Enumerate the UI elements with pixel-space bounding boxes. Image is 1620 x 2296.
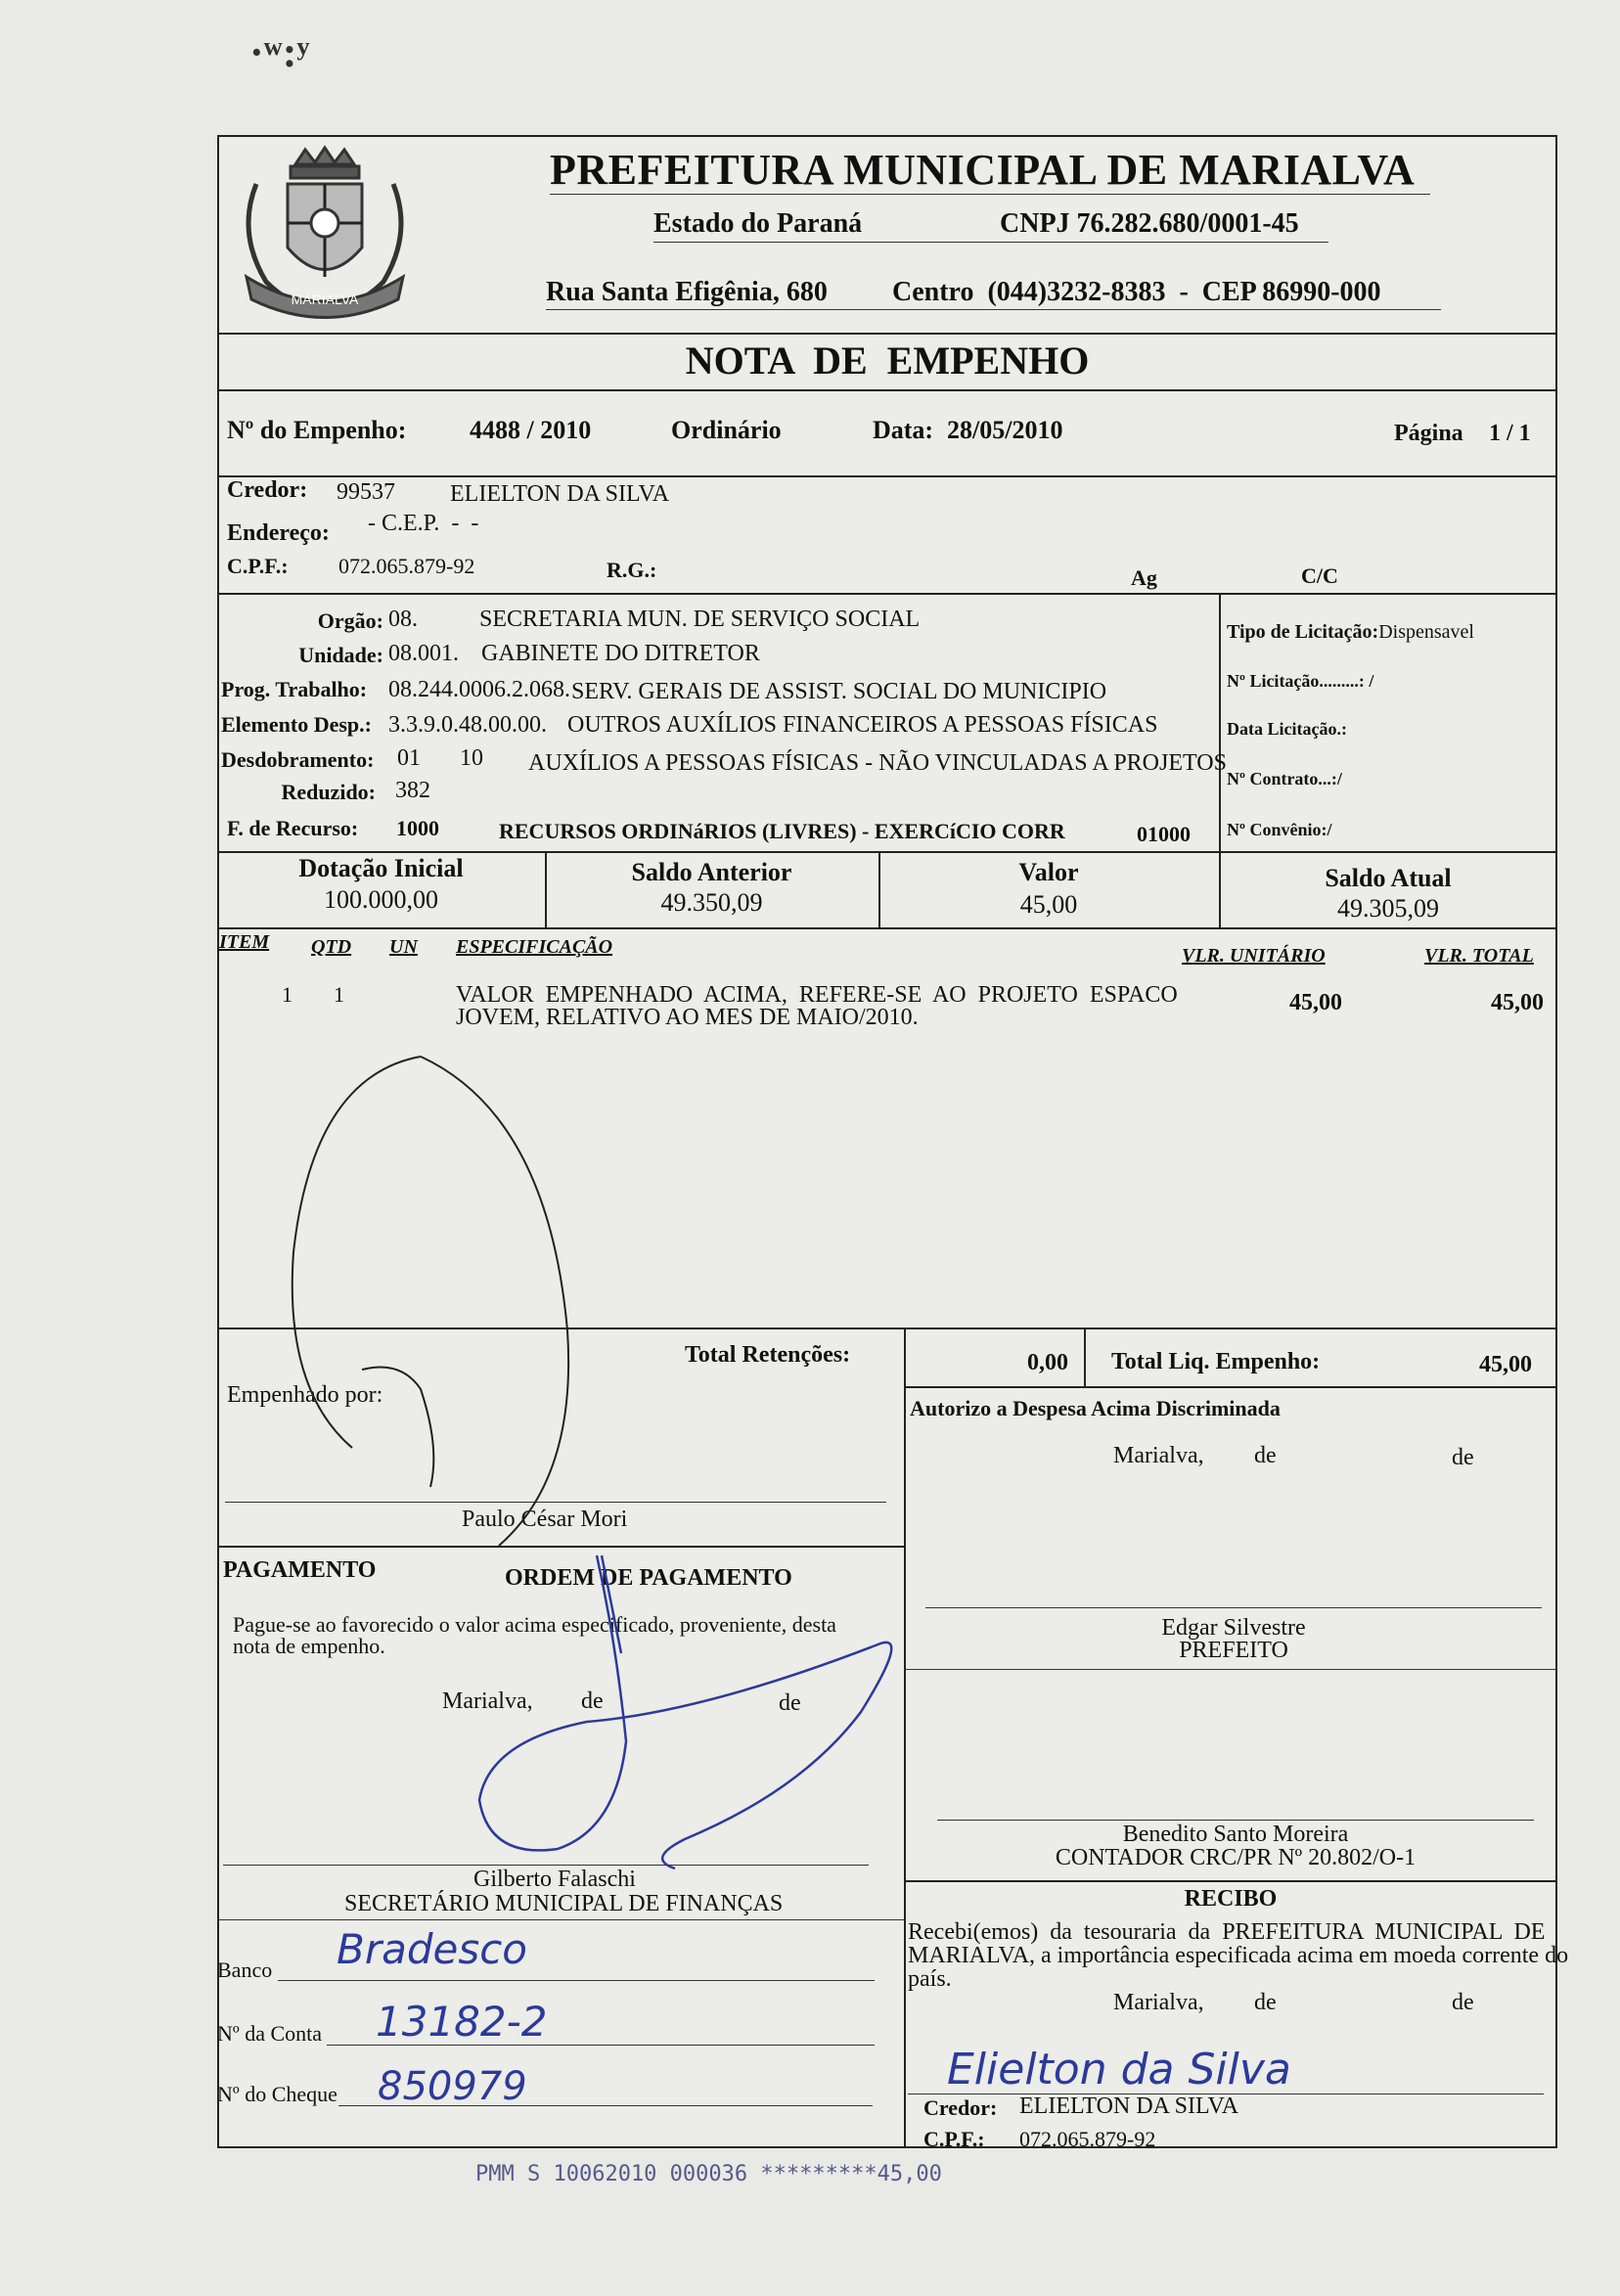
item-unit-value: 45,00 xyxy=(1289,990,1342,1015)
autorizo-city: Marialva, xyxy=(1113,1443,1204,1468)
cheque-value[interactable]: 850979 xyxy=(378,2064,527,2109)
credor-name: ELIELTON DA SILVA xyxy=(450,481,670,507)
col-unit-value: VLR. UNITÁRIO xyxy=(1182,945,1326,967)
cheque-label: Nº do Cheque xyxy=(217,2082,338,2106)
payment-signature-icon xyxy=(450,1546,910,1898)
prefeito-role: PREFEITO xyxy=(1179,1638,1288,1663)
crest-banner-text: MARIALVA xyxy=(291,292,359,307)
item-qty: 1 xyxy=(334,982,344,1007)
empenho-date: 28/05/2010 xyxy=(947,416,1063,444)
reduzido-code: 382 xyxy=(395,778,430,803)
processing-stamp: PMM S 10062010 000036 *********45,00 xyxy=(475,2162,942,2186)
empenho-type: Ordinário xyxy=(671,416,782,444)
recibo-city: Marialva, xyxy=(1113,1990,1204,2015)
col-spec: ESPECIFICAÇÃO xyxy=(456,936,613,958)
recibo-de1: de xyxy=(1254,1990,1277,2015)
licitacao-tipo-value: Dispensavel xyxy=(1378,621,1474,643)
item-spec-line2: JOVEM, RELATIVO AO MES DE MAIO/2010. xyxy=(456,1005,919,1030)
contador-name: Benedito Santo Moreira xyxy=(1122,1822,1349,1847)
prog-code: 08.244.0006.2.068. xyxy=(388,677,570,702)
valor-value: 45,00 xyxy=(1019,890,1078,919)
empenhado-signer: Paulo César Mori xyxy=(462,1507,628,1532)
prog-name: SERV. GERAIS DE ASSIST. SOCIAL DO MUNICIPIO xyxy=(571,679,1107,704)
scan-marks: ·ʷ:ʸ xyxy=(249,28,310,76)
document-title: NOTA DE EMPENHO xyxy=(685,338,1090,383)
banco-value[interactable]: Bradesco xyxy=(337,1925,527,1973)
elem-name: OUTROS AUXÍLIOS FINANCEIROS A PESSOAS FÍSICAS xyxy=(567,712,1158,738)
desd-code1: 01 xyxy=(397,745,421,771)
recurso-code2: 01000 xyxy=(1137,822,1191,846)
col-un: UN xyxy=(389,936,418,958)
address-label: Endereço: xyxy=(227,520,330,546)
saldo-anterior-value: 49.350,09 xyxy=(660,888,763,917)
orgao-name: SECRETARIA MUN. DE SERVIÇO SOCIAL xyxy=(479,607,921,632)
saldo-atual-label: Saldo Atual xyxy=(1325,864,1452,892)
recibo-text-line2: MARIALVA, a importância especificada acima em moeda corrente do xyxy=(908,1943,1569,1968)
recibo-de2: de xyxy=(1452,1990,1474,2015)
recibo-text-line1: Recebi(emos) da tesouraria da PREFEITURA MUNICIPAL DE xyxy=(908,1919,1546,1945)
prog-label: Prog. Trabalho: xyxy=(221,677,368,701)
elem-code: 3.3.9.0.48.00.00. xyxy=(388,712,547,738)
page-label: Página xyxy=(1394,421,1463,446)
cnpj: CNPJ 76.282.680/0001-45 xyxy=(1000,208,1299,239)
conta-label: Nº da Conta xyxy=(217,2021,323,2046)
recibo-label: RECIBO xyxy=(1184,1886,1278,1912)
saldo-anterior-label: Saldo Anterior xyxy=(631,858,792,886)
unidade-label: Unidade: xyxy=(298,643,383,667)
recibo-credor-name: ELIELTON DA SILVA xyxy=(1019,2093,1239,2119)
empenho-number: 4488 / 2010 xyxy=(470,416,592,444)
recibo-credor-label: Credor: xyxy=(923,2095,998,2120)
banco-label: Banco xyxy=(217,1958,273,1982)
conta-value[interactable]: 13182-2 xyxy=(376,1998,548,2046)
recibo-cpf-value: 072.065.879-92 xyxy=(1019,2127,1156,2151)
cc-label: C/C xyxy=(1301,563,1338,588)
prefeito-name: Edgar Silvestre xyxy=(1161,1615,1306,1641)
contrato-number: Nº Contrato...:/ xyxy=(1227,769,1342,788)
desd-code2: 10 xyxy=(460,745,483,771)
page-number: 1 / 1 xyxy=(1489,421,1531,446)
empenho-date-label: Data: xyxy=(873,416,934,444)
address-value: - C.E.P. - - xyxy=(368,511,479,536)
empenho-number-label: Nº do Empenho: xyxy=(227,416,407,444)
dotacao-value: 100.000,00 xyxy=(324,885,438,914)
desd-label: Desdobramento: xyxy=(221,747,375,772)
contador-role: CONTADOR CRC/PR Nº 20.802/O-1 xyxy=(1055,1845,1417,1870)
orgao-label: Orgão: xyxy=(317,608,383,633)
page-title: PREFEITURA MUNICIPAL DE MARIALVA xyxy=(550,146,1416,194)
col-total-value: VLR. TOTAL xyxy=(1424,945,1534,967)
licitacao-numero: Nº Licitação.........: / xyxy=(1227,671,1374,691)
financas-signer: Gilberto Falaschi xyxy=(473,1867,636,1892)
convenio-number: Nº Convênio:/ xyxy=(1227,820,1332,839)
licitacao-tipo xyxy=(1227,621,1474,644)
item-spec-line1: VALOR EMPENHADO ACIMA, REFERE-SE AO PROJETO ESPACO xyxy=(456,982,1178,1008)
state-name: Estado do Paraná xyxy=(653,208,863,239)
autorizo-label: Autorizo a Despesa Acima Discriminada xyxy=(910,1396,1281,1420)
licitacao-data: Data Licitação.: xyxy=(1227,719,1347,739)
valor-label: Valor xyxy=(1018,858,1079,886)
saldo-atual-value: 49.305,09 xyxy=(1337,894,1439,923)
ordem-pagamento-label: ORDEM DE PAGAMENTO xyxy=(505,1565,792,1591)
cpf-label: C.P.F.: xyxy=(227,554,289,578)
autorizo-de1: de xyxy=(1254,1443,1277,1468)
pagamento-de2: de xyxy=(779,1690,801,1716)
col-item: ITEM xyxy=(219,931,270,953)
recibo-cpf-label: C.P.F.: xyxy=(923,2127,985,2151)
rg-label: R.G.: xyxy=(607,558,657,582)
pagamento-city: Marialva, xyxy=(442,1688,533,1714)
coat-of-arms-icon xyxy=(227,145,423,331)
item-total-value: 45,00 xyxy=(1491,990,1544,1015)
address-details: Centro (044)3232-8383 - CEP 86990-000 xyxy=(892,277,1381,307)
liquido-label: Total Liq. Empenho: xyxy=(1111,1349,1321,1374)
credor-label: Credor: xyxy=(227,477,308,503)
autorizo-de2: de xyxy=(1452,1445,1474,1470)
credor-code: 99537 xyxy=(337,479,395,505)
ag-label: Ag xyxy=(1131,565,1157,590)
orgao-code: 08. xyxy=(388,607,418,632)
pagamento-de1: de xyxy=(581,1688,604,1714)
col-qtd: QTD xyxy=(311,936,352,958)
recibo-text-line3: país. xyxy=(908,1966,952,1992)
desd-name: AUXÍLIOS A PESSOAS FÍSICAS - NÃO VINCULADAS A PROJETOS xyxy=(528,750,1227,776)
unidade-code: 08.001. xyxy=(388,641,459,666)
dotacao-label: Dotação Inicial xyxy=(298,854,464,882)
pagamento-label: PAGAMENTO xyxy=(223,1557,377,1583)
recurso-label: F. de Recurso: xyxy=(227,816,359,840)
recibo-signature: Elielton da Silva xyxy=(947,2045,1291,2094)
signature-scribble-icon xyxy=(274,1037,587,1546)
item-number: 1 xyxy=(282,982,292,1007)
unidade-name: GABINETE DO DITRETOR xyxy=(481,641,760,666)
recurso-code: 1000 xyxy=(396,816,439,840)
elem-label: Elemento Desp.: xyxy=(221,712,372,737)
reduzido-label: Reduzido: xyxy=(281,780,376,804)
financas-role: SECRETÁRIO MUNICIPAL DE FINANÇAS xyxy=(344,1891,784,1916)
cpf-value: 072.065.879-92 xyxy=(338,554,475,578)
licitacao-tipo-label: Tipo de Licitação: xyxy=(1227,621,1379,643)
pagamento-text-line2: nota de empenho. xyxy=(233,1634,385,1658)
street-address: Rua Santa Efigênia, 680 xyxy=(546,277,828,307)
empenhado-label: Empenhado por: xyxy=(227,1382,383,1408)
recurso-name: RECURSOS ORDINáRIOS (LIVRES) - EXERCíCIO CORR xyxy=(499,819,1065,843)
liquido-value: 45,00 xyxy=(1479,1352,1532,1377)
retencoes-label: Total Retenções: xyxy=(685,1342,851,1368)
pagamento-text-line1: Pague-se ao favorecido o valor acima especificado, proveniente, desta xyxy=(233,1612,836,1637)
retencoes-value: 0,00 xyxy=(1027,1350,1068,1375)
